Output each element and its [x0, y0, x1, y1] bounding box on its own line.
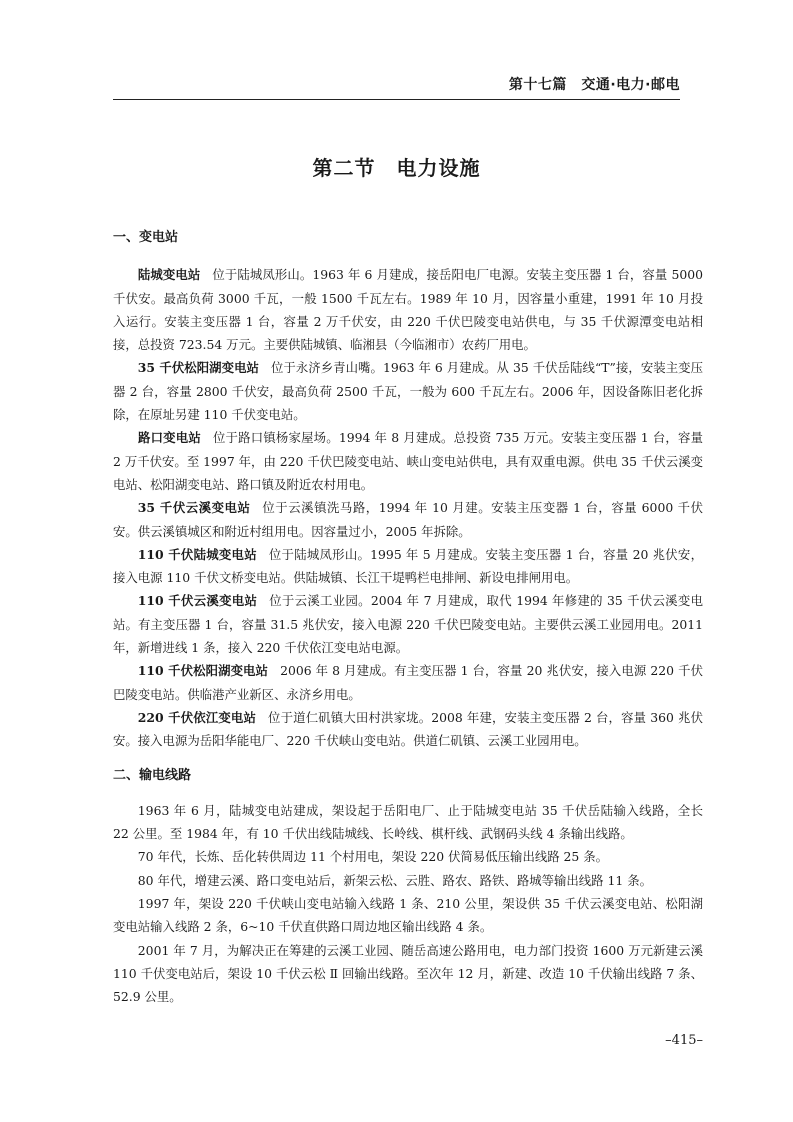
- section-title: 第二节 电力设施: [312, 156, 481, 180]
- substation-description: 位于陆城凤形山。1963 年 6 月建成，接岳阳电厂电源。安装主变压器 1 台，容量 5000 千伏安。最高负荷 3000 千瓦，一般 1500 千瓦左右。1989 年 10 月，因容量小重建，1991 年 10 月投入运行。安装主变压器 1 台，容量 2 万千伏安，由 220 千伏巴陵变电站供电，与 35 千伏源潭变电站相接，总投资 723.54 万元。主要供陆城镇、临湘县（今临湘市）农药厂用电。: [113, 267, 703, 353]
- substation-description: 位于道仁矶镇大田村洪家垅。2008 年建，安装主变压器 2 台，容量 360 兆伏安。接入电源为岳阳华能电厂、220 千伏峡山变电站。供道仁矶镇、云溪工业园用电。: [113, 709, 703, 749]
- paragraph: 2001 年 7 月，为解决正在筹建的云溪工业园、随岳高速公路用电，电力部门投资 1600 万元新建云溪 110 千伏变电站后，架设 10 千伏云松 Ⅱ 回输出线路。至次年 12 月，新建、改造 10 千伏输出线路 7 条、52.9 公里。: [113, 942, 703, 1005]
- substation-name: 路口变电站: [137, 430, 201, 446]
- transmission-heading: 二、输电线路: [113, 767, 192, 783]
- substation-entry: [113, 543, 703, 590]
- substation-entry: [113, 659, 703, 706]
- substation-entry: [113, 263, 703, 356]
- substation-description: 位于路口镇杨家屋场。1994 年 8 月建成。总投资 735 万元。安装主变压器 1 台，容量 2 万千伏安。至 1997 年，由 220 千伏巴陵变电站、峡山变电站供电，具有双重电源。供电 35 千伏云溪变电站、松阳湖变电站、路口镇及附近农村用电。: [113, 430, 703, 492]
- body-text: [113, 226, 703, 1009]
- substation-name: 陆城变电站: [137, 267, 201, 283]
- substation-description: 位于云溪镇洗马路，1994 年 10 月建。安装主压变器 1 台，容量 6000 千伏安。供云溪镇城区和附近村组用电。因容量过小，2005 年拆除。: [113, 500, 703, 539]
- transmission-paragraphs: [113, 799, 703, 1009]
- paragraph: 1963 年 6 月，陆城变电站建成，架设起于岳阳电厂、止于陆城变电站 35 千伏岳陆输入线路，全长 22 公里。至 1984 年，有 10 千伏出线陆城线、长岭线、棋杆线、武钢码头线 4 条输出线路。: [113, 802, 703, 842]
- paragraph: 1997 年，架设 220 千伏峡山变电站输入线路 1 条、210 公里，架设供 35 千伏云溪变电站、松阳湖变电站输入线路 2 条，6~10 千伏直供路口周边地区输出线路 4 条。: [113, 896, 703, 935]
- substation-entry: [113, 496, 703, 543]
- substation-entry: [113, 706, 703, 753]
- substation-name: 110 千伏陆城变电站: [137, 546, 257, 562]
- substation-name: 35 千伏松阳湖变电站: [137, 360, 259, 376]
- substation-name: 110 千伏云溪变电站: [137, 593, 258, 609]
- substation-entry: [113, 589, 703, 659]
- running-head: 第十七篇 交通·电力·邮电: [508, 77, 680, 93]
- substation-description: 位于陆城凤形山。1995 年 5 月建成。安装主变压器 1 台，容量 20 兆伏安，接入电源 110 千伏文桥变电站。供陆城镇、长江干堤鸭栏电排闸、新设电排闸用电。: [113, 546, 703, 586]
- substations-heading: 一、变电站: [113, 230, 179, 245]
- substation-name: 110 千伏松阳湖变电站: [137, 663, 269, 679]
- substation-name: 35 千伏云溪变电站: [137, 500, 251, 516]
- header-rule: [113, 99, 680, 100]
- paragraph: 70 年代，长炼、岳化转供周边 11 个村用电，架设 220 伏简易低压输出线路 25 条。: [137, 849, 609, 865]
- substation-description: 位于永济乡青山嘴。1963 年 6 月建成。从 35 千伏岳陆线“T”接，安装主变压器 2 台，容量 2800 千伏安，最高负荷 2500 千瓦，一般为 600 千瓦左右。2006 年，因设备陈旧老化拆除，在原址另建 110 千伏变电站。: [113, 360, 703, 423]
- substation-list: [113, 263, 703, 752]
- substation-description: 位于云溪工业园。2004 年 7 月建成，取代 1994 年修建的 35 千伏云溪变电站。有主变压器 1 台，容量 31.5 兆伏安，接入电源 220 千伏巴陵变电站。主要供云溪工业园用电。2011 年，新增进线 1 条，接入 220 千伏依江变电站电源。: [113, 593, 703, 656]
- substation-description: 2006 年 8 月建成。有主变压器 1 台，容量 20 兆伏安，接入电源 220 千伏巴陵变电站。供临港产业新区、永济乡用电。: [113, 663, 703, 702]
- paragraph: 80 年代，增建云溪、路口变电站后，新架云松、云胜、路农、路铁、路城等输出线路 11 条。: [137, 872, 652, 888]
- page-number: –415–: [665, 1033, 703, 1048]
- substation-entry: [113, 426, 703, 496]
- substation-entry: [113, 356, 703, 426]
- substation-name: 220 千伏依江变电站: [137, 709, 257, 725]
